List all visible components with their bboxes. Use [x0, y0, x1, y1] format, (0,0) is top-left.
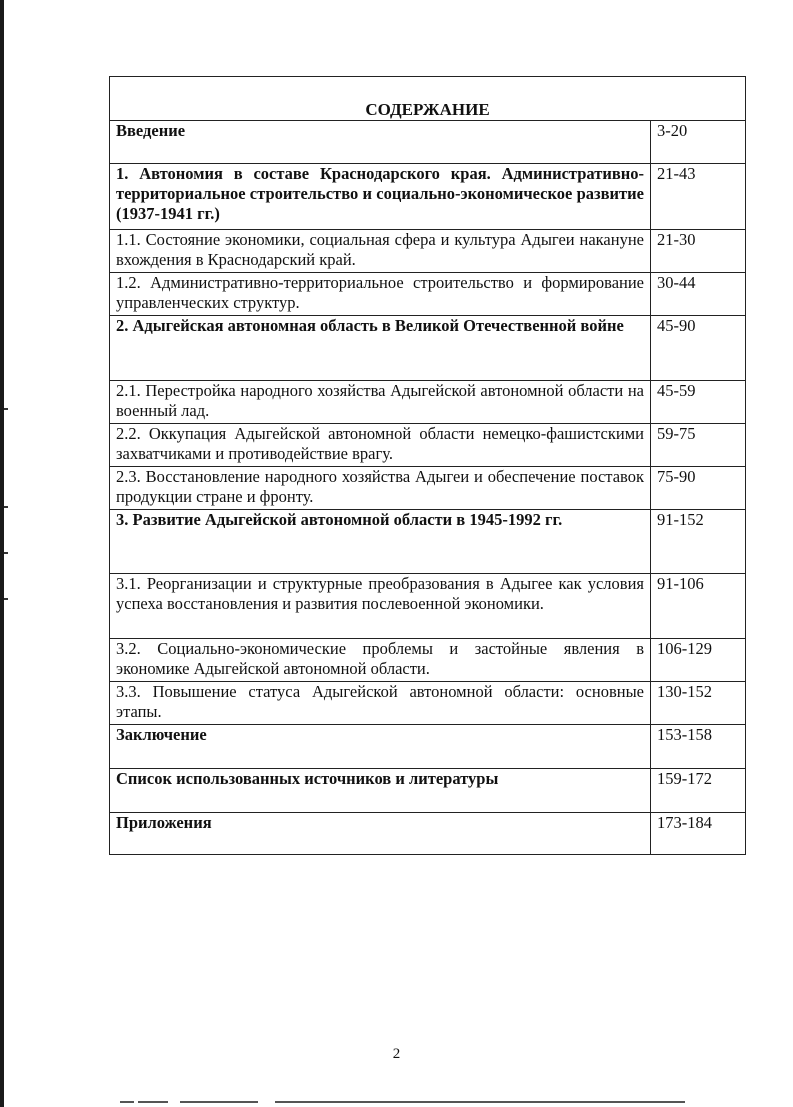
page-number: 2: [392, 1046, 401, 1062]
toc-pages: 45-90: [651, 316, 746, 381]
scan-artifact: [275, 1101, 685, 1103]
toc-pages: 159-172: [651, 769, 746, 813]
toc-row: [110, 769, 746, 813]
toc-pages: 59-75: [651, 424, 746, 467]
toc-pages: 21-30: [651, 230, 746, 273]
toc-row: [110, 164, 746, 230]
scan-mark: [4, 552, 8, 554]
toc-row: [110, 273, 746, 316]
toc-pages: 75-90: [651, 467, 746, 510]
toc-pages: 3-20: [651, 121, 746, 164]
toc-pages: 45-59: [651, 381, 746, 424]
title-cell: [110, 77, 746, 121]
scan-mark: [4, 408, 8, 410]
table-of-contents: [109, 76, 746, 855]
toc-row: [110, 467, 746, 510]
scan-artifact: [180, 1101, 258, 1103]
toc-pages: 21-43: [651, 164, 746, 230]
scan-mark: [4, 598, 8, 600]
toc-entry: 2.3. Восстановление народного хозяйства Адыгеи и обеспечение поставок продукции стране и фронту.: [110, 467, 651, 510]
toc-pages: 91-106: [651, 574, 746, 639]
toc-entry: Введение: [110, 121, 651, 164]
toc-row: [110, 121, 746, 164]
scan-artifact: [120, 1101, 134, 1103]
toc-row: [110, 639, 746, 682]
toc-row: [110, 510, 746, 574]
toc-row: [110, 381, 746, 424]
toc-row: [110, 813, 746, 855]
toc-row: [110, 424, 746, 467]
toc-row: [110, 574, 746, 639]
toc-pages: 30-44: [651, 273, 746, 316]
title-row: [110, 77, 746, 121]
toc-pages: 91-152: [651, 510, 746, 574]
toc-entry: 1. Автономия в составе Краснодарского края. Административно-территориальное строительство и социально-экономическое развитие (1937-1941 гг.): [110, 164, 651, 230]
toc-row: [110, 682, 746, 725]
toc-row: [110, 316, 746, 381]
toc-row: [110, 725, 746, 769]
toc-entry: 3.2. Социально-экономические проблемы и застойные явления в экономике Адыгейской автономной области.: [110, 639, 651, 682]
scan-artifact: [138, 1101, 168, 1103]
toc-pages: 106-129: [651, 639, 746, 682]
toc-entry: 1.2. Административно-территориальное строительство и формирование управленческих структур.: [110, 273, 651, 316]
toc-entry: Заключение: [110, 725, 651, 769]
scan-mark: [4, 506, 8, 508]
toc-entry: 2. Адыгейская автономная область в Великой Отечественной войне: [110, 316, 651, 381]
toc-pages: 153-158: [651, 725, 746, 769]
toc-entry: 3. Развитие Адыгейской автономной области в 1945-1992 гг.: [110, 510, 651, 574]
toc-entry: Список использованных источников и литературы: [110, 769, 651, 813]
toc-pages: 130-152: [651, 682, 746, 725]
toc-pages: 173-184: [651, 813, 746, 855]
page-title: СОДЕРЖАНИЕ: [365, 100, 490, 119]
toc-entry: 1.1. Состояние экономики, социальная сфера и культура Адыгеи накануне вхождения в Краснодарский край.: [110, 230, 651, 273]
toc-row: [110, 230, 746, 273]
toc-entry: 2.2. Оккупация Адыгейской автономной области немецко-фашистскими захватчиками и противодействие врагу.: [110, 424, 651, 467]
toc-entry: 2.1. Перестройка народного хозяйства Адыгейской автономной области на военный лад.: [110, 381, 651, 424]
toc-entry: 3.3. Повышение статуса Адыгейской автономной области: основные этапы.: [110, 682, 651, 725]
toc-entry: Приложения: [110, 813, 651, 855]
toc-entry: 3.1. Реорганизации и структурные преобразования в Адыгее как условия успеха восстановления и развития послевоенной экономики.: [110, 574, 651, 639]
